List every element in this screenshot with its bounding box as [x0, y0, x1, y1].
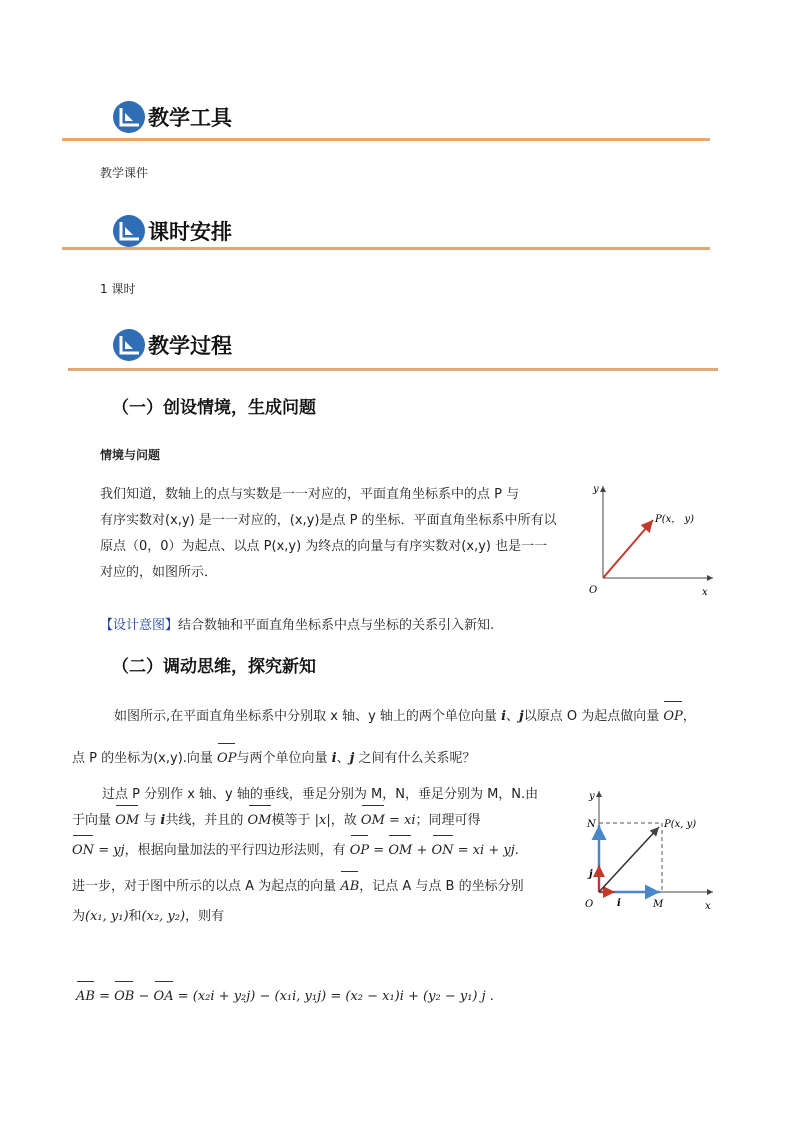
origin-label: O — [589, 585, 598, 596]
section-divider — [62, 247, 710, 250]
vector-OB: OB — [114, 984, 134, 1010]
section-logo-icon — [112, 214, 146, 248]
part1-subheading: 情境与问题 — [100, 448, 161, 462]
section-title: 课时安排 — [148, 220, 232, 244]
vector-j: j — [349, 751, 355, 766]
vector-ON: ON — [432, 838, 454, 864]
vector-OA: OA — [154, 984, 174, 1010]
vector-AB: AB — [340, 874, 359, 900]
vector-OM: OM — [388, 838, 412, 864]
vector-OP: OP — [663, 704, 682, 730]
vector-AB: AB — [76, 984, 95, 1010]
section-header-tools — [112, 100, 232, 134]
equation-line: AB = OB − OA = (x₂i + y₂j) − (x₁i, y₁j) = (x₂ − x₁)i + (y₂ − y₁) j . — [76, 984, 736, 1010]
paragraph-line: 进一步，对于图中所示的以点 A 为起点的向量 AB，记点 A 与点 B 的坐标分别 — [72, 874, 572, 900]
vector-i: i — [331, 751, 337, 766]
schedule-content: 1 课时 — [100, 282, 136, 296]
vector-i: i — [160, 813, 166, 828]
paragraph-line: ON = yj，根据向量加法的平行四边形法则，有 OP = OM + ON = xi + yj. — [72, 838, 572, 864]
paragraph-line: 我们知道，数轴上的点与实数是一一对应的，平面直角坐标系中的点 P 与 — [100, 487, 520, 502]
section-divider — [62, 138, 710, 141]
design-text: 结合数轴和平面直角坐标系中点与坐标的关系引入新知. — [178, 618, 495, 633]
vector-i: i — [501, 709, 507, 724]
y-label: y — [593, 484, 599, 495]
section-title: 教学工具 — [148, 106, 232, 130]
vector-OM: OM — [115, 808, 139, 834]
section-header-process — [112, 328, 232, 362]
vector-OP: OP — [217, 746, 236, 772]
paragraph-line: 于向量 OM 与 i共线，并且的 OM模等于 |x|，故 OM = xi；同理可得 — [72, 808, 572, 834]
n-label: N — [587, 819, 596, 830]
paragraph-line: 原点（0，0）为起点、以点 P(x,y) 为终点的向量与有序实数对(x,y) 也是一一 — [100, 539, 548, 554]
p-label: P(x, y) — [664, 819, 697, 830]
y-label: y — [589, 791, 595, 802]
paragraph-line: 有序实数对(x,y) 是一一对应的，(x,y)是点 P 的坐标．平面直角坐标系中所有以 — [100, 513, 557, 528]
m-label: M — [653, 899, 664, 910]
paragraph-line: 如图所示,在平面直角坐标系中分别取 x 轴、y 轴上的两个单位向量 i、j以原点 O 为起点做向量 OP， — [72, 704, 732, 730]
vector-j: j — [519, 709, 524, 724]
x-label: x — [702, 587, 708, 598]
j-label: j — [589, 869, 593, 880]
tools-content: 教学课件 — [100, 166, 149, 180]
i-label: i — [617, 898, 621, 909]
x-label: x — [705, 901, 711, 912]
part2-paragraph-2 — [72, 782, 572, 930]
vector-ON: ON — [72, 838, 94, 864]
point-p-label: P(x， y) — [655, 514, 694, 525]
section-header-schedule — [112, 214, 232, 248]
origin-label: O — [585, 899, 594, 910]
section-logo-icon — [112, 328, 146, 362]
final-equation — [76, 984, 736, 1010]
vector-op — [603, 520, 653, 578]
section-title: 教学过程 — [148, 334, 232, 358]
design-intent — [100, 614, 494, 633]
part1-paragraph — [100, 482, 560, 586]
design-tag: 【设计意图】 — [100, 618, 179, 633]
section-logo-icon — [112, 100, 146, 134]
figure-vector-op — [585, 480, 720, 600]
vector-OM: OM — [361, 808, 385, 834]
part1-heading: （一）创设情境，生成问题 — [112, 398, 316, 418]
paragraph-line: 为(x₁, y₁)和(x₂, y₂)，则有 — [72, 909, 225, 924]
paragraph-line: 点 P 的坐标为(x,y).向量 OP与两个单位向量 i、j 之间有什么关系呢？ — [72, 746, 732, 772]
vector-OM: OM — [248, 808, 272, 834]
vector-OP: OP — [350, 838, 369, 864]
paragraph-line: 对应的，如图所示． — [100, 565, 218, 580]
section-divider — [68, 368, 718, 371]
figure-unit-vectors — [575, 785, 720, 915]
paragraph-line: 过点 P 分别作 x 轴、y 轴的垂线，垂足分别为 M，N，垂足分别为 M，N.由 — [102, 787, 539, 802]
part2-heading: （二）调动思维，探究新知 — [112, 657, 316, 677]
vector-op — [599, 827, 659, 892]
part2-paragraph-1 — [72, 704, 732, 772]
